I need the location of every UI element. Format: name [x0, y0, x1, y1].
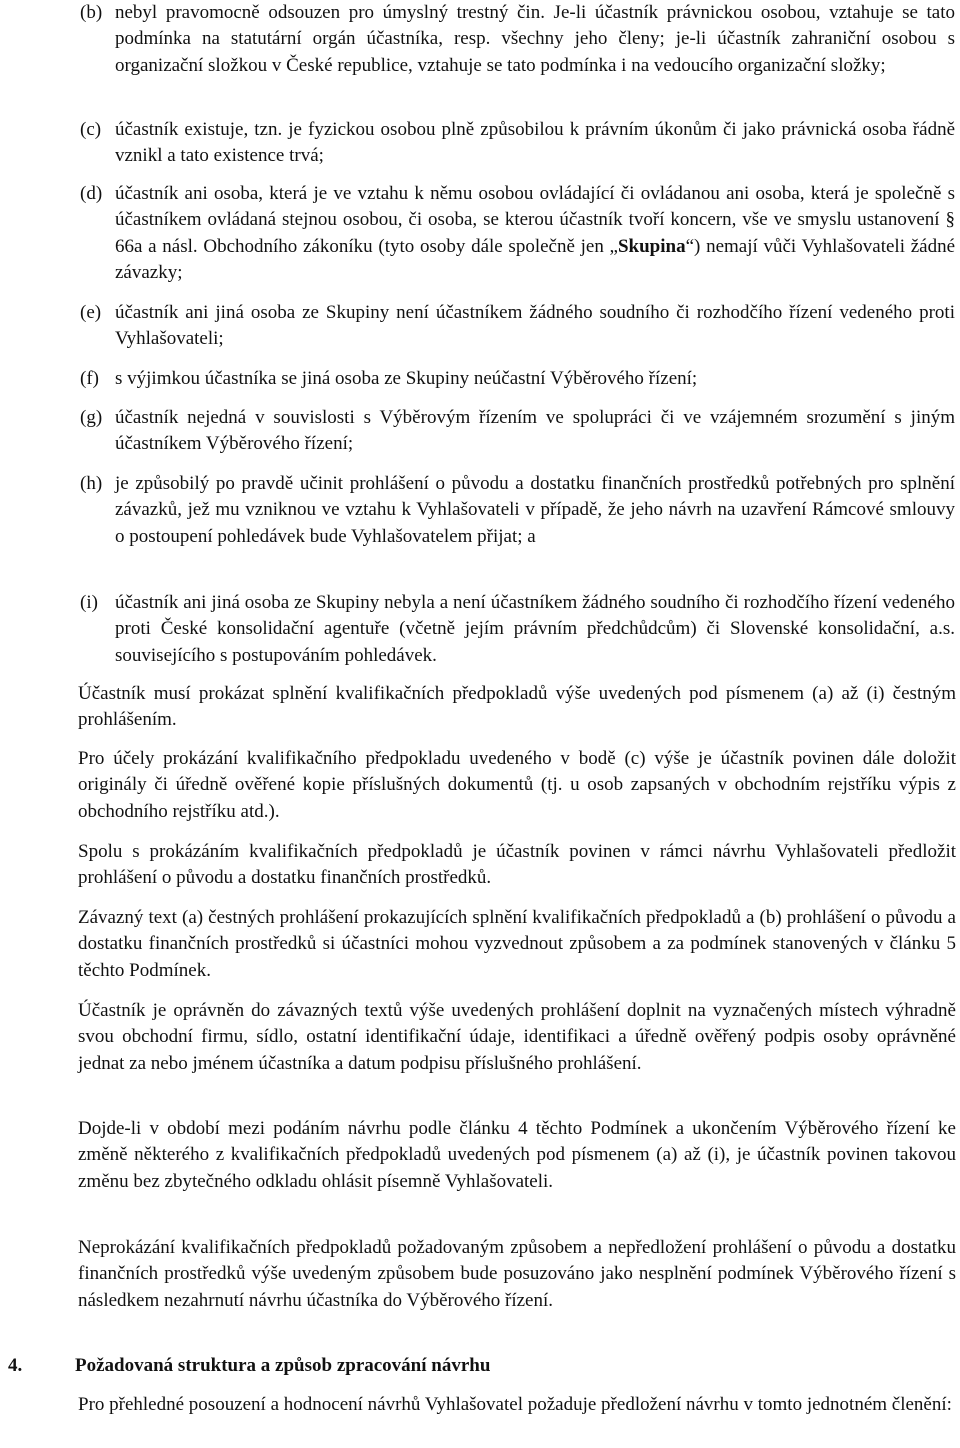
list-item-label: (h) [80, 473, 103, 494]
list-item-text: účastník existuje, tzn. je fyzickou osobou plně způsobilou k právním úkonům či jako právnická osoba řádně vznikl a tato existence trvá; [115, 119, 955, 167]
paragraph: Dojde-li v období mezi podáním návrhu podle článku 4 těchto Podmínek a ukončením Výběrového řízení ke změně některého z kvalifikačních předpokladů uvedených pod písmenem (a) až (i), je účastník povinen takovou změnu bez zbytečného odkladu ohlásit písemně Vyhlašovateli. [78, 1118, 956, 1192]
list-item-d [80, 181, 955, 287]
list-item-text-part: “) nemají vůči Vyhlašovateli žádné závazky; [115, 235, 955, 284]
paragraph: Účastník je oprávněn do závazných textů výše uvedených prohlášení doplnit na vyznačených místech výhradně svou obchodní firmu, sídlo, ostatní identifikační údaje, identifikaci a úředně ověřený podpis osoby oprávněné jednat za nebo jménem účastníka a datum podpisu příslušného prohlášení. [78, 1000, 956, 1074]
list-item-label: (d) [80, 183, 103, 204]
list-item-f [80, 366, 955, 392]
list-item-label: (f) [80, 368, 99, 389]
paragraph: Spolu s prokázáním kvalifikačních předpokladů je účastník povinen v rámci návrhu Vyhlašovateli předložit prohlášení o původu a dostatku finančních prostředků. [78, 841, 956, 889]
list-item-text: účastník ani jiná osoba ze Skupiny není účastníkem žádného soudního či rozhodčího řízení vedeného proti Vyhlašovateli; [115, 302, 955, 350]
paragraph: Pro přehledné posouzení a hodnocení návrhů Vyhlašovatel požaduje předložení návrhu v tomto jednotném členění: [78, 1394, 952, 1415]
list-item-c [80, 117, 955, 170]
paragraph: Pro účely prokázání kvalifikačního předpokladu uvedeného v bodě (c) výše je účastník povinen dále doložit originály či úředně ověřené kopie příslušných dokumentů (tj. u osob zapsaných v obchodním rejstříku výpis z obchodního rejstříku atd.). [78, 748, 956, 822]
paragraph: Neprokázání kvalifikačních předpokladů požadovaným způsobem a nepředložení prohlášení o původu a dostatku finančních prostředků výše uvedeným způsobem bude posuzováno jako nesplnění podmínek Výběrového řízení s následkem nezahrnutí návrhu účastníka do Výběrového řízení. [78, 1237, 956, 1311]
paragraph: Účastník musí prokázat splnění kvalifikačních předpokladů výše uvedených pod písmenem (a) až (i) čestným prohlášením. [78, 683, 956, 731]
list-item-text: účastník ani jiná osoba ze Skupiny nebyla a není účastníkem žádného soudního či rozhodčího řízení vedeného proti České konsolidační agentuře (včetně jejím právním předchůdcům) či Slovenské konsolidační, a.s. souvisejícího s postupováním pohledávek. [115, 592, 955, 666]
section-title: Požadovaná struktura a způsob zpracování návrhu [75, 1355, 491, 1376]
list-item-text: nebyl pravomocně odsouzen pro úmyslný trestný čin. Je-li účastník právnickou osobou, vztahuje se tato podmínka na statutární orgán účastníka, resp. všechny jeho členy; je-li účastník zahraniční osobou s organizační složkou v České republice, vztahuje se tato podmínka i na vedoucího organizační složky; [115, 2, 955, 76]
list-item-text: je způsobilý po pravdě učinit prohlášení o původu a dostatku finančních prostředků potřebných pro splnění závazků, jež mu vzniknou ve vztahu k Vyhlašovateli v případě, že jeho návrh na uzavření Rámcové smlouvy o postoupení pohledávek bude Vyhlašovatelem přijat; a [115, 473, 955, 547]
list-item-h [80, 471, 955, 550]
list-item-label: (g) [80, 407, 103, 428]
list-item-label: (b) [80, 2, 103, 23]
list-item-label: (e) [80, 302, 102, 323]
paragraph: Závazný text (a) čestných prohlášení prokazujících splnění kvalifikačních předpokladů a (b) prohlášení o původu a dostatku finančních prostředků si účastníci mohou vyzvednout způsobem a za podmínek stanovených v článku 5 těchto Podmínek. [78, 907, 956, 981]
section-number: 4. [8, 1355, 23, 1376]
list-item-text-part: účastník ani osoba, která je ve vztahu k němu osobou ovládající či ovládanou ani osoba, která je společně s účastníkem ovládaná stejnou osobou, či osoba, se kterou účastník tvoří koncern, vše ve smyslu ustanovení § 66a a násl. Obchodního zákoníku (tyto osoby dále společně jen „ [115, 183, 955, 257]
list-item-e [80, 300, 955, 353]
list-item-text [115, 181, 955, 287]
defined-term-skupina: Skupina [617, 235, 686, 257]
list-item-g [80, 405, 955, 458]
list-item-i [80, 590, 955, 669]
list-item-b [80, 0, 955, 79]
list-item-label: (c) [80, 119, 102, 140]
list-item-text: účastník nejedná v souvislosti s Výběrovým řízením ve spolupráci či ve vzájemném srozumění s jiným účastníkem Výběrového řízení; [115, 407, 955, 455]
list-item-text: s výjimkou účastníka se jiná osoba ze Skupiny neúčastní Výběrového řízení; [115, 368, 698, 389]
list-item-label: (i) [80, 592, 98, 613]
